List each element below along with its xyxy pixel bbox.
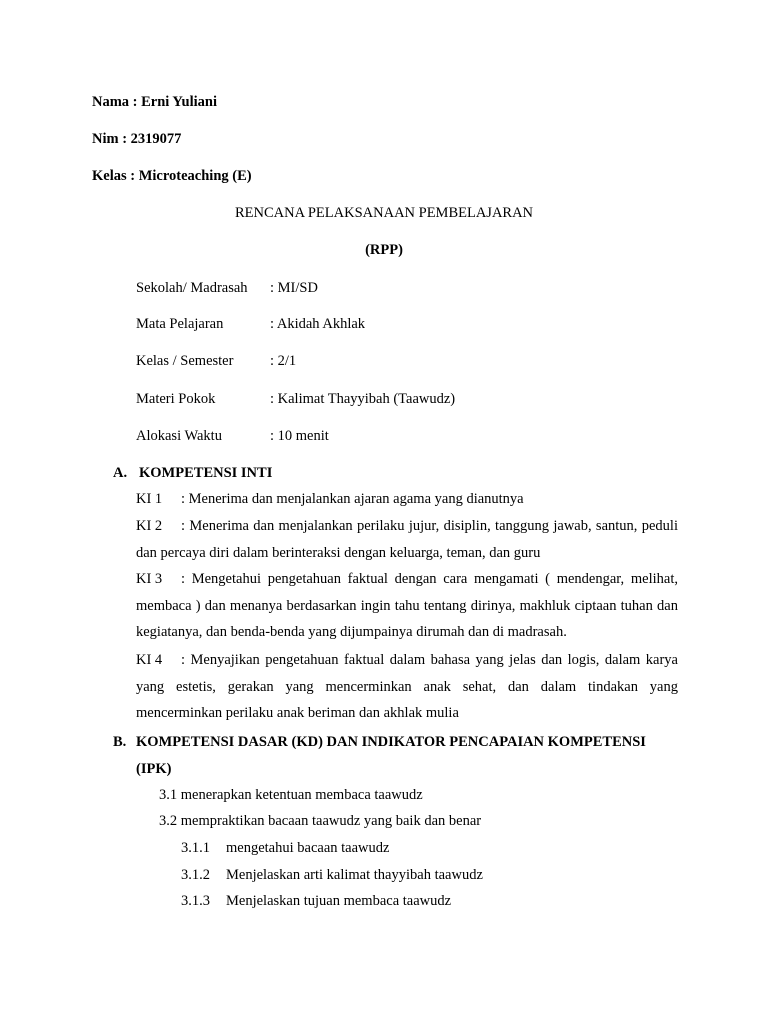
student-nim: Nim : 2319077 [92, 131, 182, 147]
student-class: Kelas : Microteaching (E) [92, 168, 252, 184]
ki-label: KI 3 [136, 571, 163, 587]
ki-label: KI 1 [136, 491, 163, 507]
section-b-marker: B. [113, 734, 127, 750]
ki-item [136, 647, 678, 727]
section-b-heading-cont: (IPK) [136, 761, 172, 777]
identity-label: Mata Pelajaran [136, 316, 224, 332]
ipk-text: Menjelaskan arti kalimat thayyibah taawudz [226, 867, 483, 883]
identity-value: : 10 menit [270, 428, 329, 444]
ki-text: : Menyajikan pengetahuan faktual dalam bahasa yang jelas dan logis, dalam karya yang estetis, gerakan yang mencerminkan anak sehat, dan dalam tindakan yang mencerminkan perilaku anak beriman dan akhlak mulia [136, 652, 678, 722]
identity-value: : Akidah Akhlak [270, 316, 366, 332]
section-b-heading: KOMPETENSI DASAR (KD) DAN INDIKATOR PENCAPAIAN KOMPETENSI [136, 734, 646, 750]
document-title: RENCANA PELAKSANAAN PEMBELAJARAN [234, 205, 534, 221]
ipk-text: Menjelaskan tujuan membaca taawudz [226, 893, 452, 909]
ki-label: KI 4 [136, 652, 163, 668]
identity-label: Kelas / Semester [136, 353, 234, 369]
ki-text: : Menerima dan menjalankan perilaku jujur, disiplin, tanggung jawab, santun, peduli dan percaya diri dalam berinteraksi dengan keluarga, teman, dan guru [136, 518, 678, 561]
ki-label: KI 2 [136, 518, 163, 534]
ipk-number: 3.1.2 [181, 867, 210, 883]
kd-item: 3.2 mempraktikan bacaan taawudz yang baik dan benar [159, 813, 482, 829]
identity-value: : MI/SD [270, 280, 318, 296]
ipk-number: 3.1.1 [181, 840, 210, 856]
ki-item [136, 566, 678, 646]
document-subtitle: (RPP) [365, 242, 403, 258]
identity-label: Materi Pokok [136, 391, 216, 407]
section-a-marker: A. [113, 465, 128, 481]
ki-item [136, 513, 678, 566]
student-name: Nama : Erni Yuliani [92, 94, 218, 110]
identity-label: Alokasi Waktu [136, 428, 222, 444]
ipk-text: mengetahui bacaan taawudz [226, 840, 390, 856]
ki-item [136, 486, 678, 513]
ipk-number: 3.1.3 [181, 893, 210, 909]
identity-value: : 2/1 [270, 353, 297, 369]
identity-label: Sekolah/ Madrasah [136, 280, 248, 296]
identity-value: : Kalimat Thayyibah (Taawudz) [270, 391, 456, 407]
section-a-heading: KOMPETENSI INTI [139, 465, 273, 481]
ki-text: : Mengetahui pengetahuan faktual dengan cara mengamati ( mendengar, melihat, membaca ) dan menanya berdasarkan ingin tahu tentang dirinya, makhluk ciptaan tuhan dan kegiatanya, dan benda-benda yang dijumpainya dirumah dan di madrasah. [136, 571, 678, 641]
kd-item: 3.1 menerapkan ketentuan membaca taawudz [159, 787, 423, 803]
ki-text: : Menerima dan menjalankan ajaran agama yang dianutnya [181, 491, 524, 507]
